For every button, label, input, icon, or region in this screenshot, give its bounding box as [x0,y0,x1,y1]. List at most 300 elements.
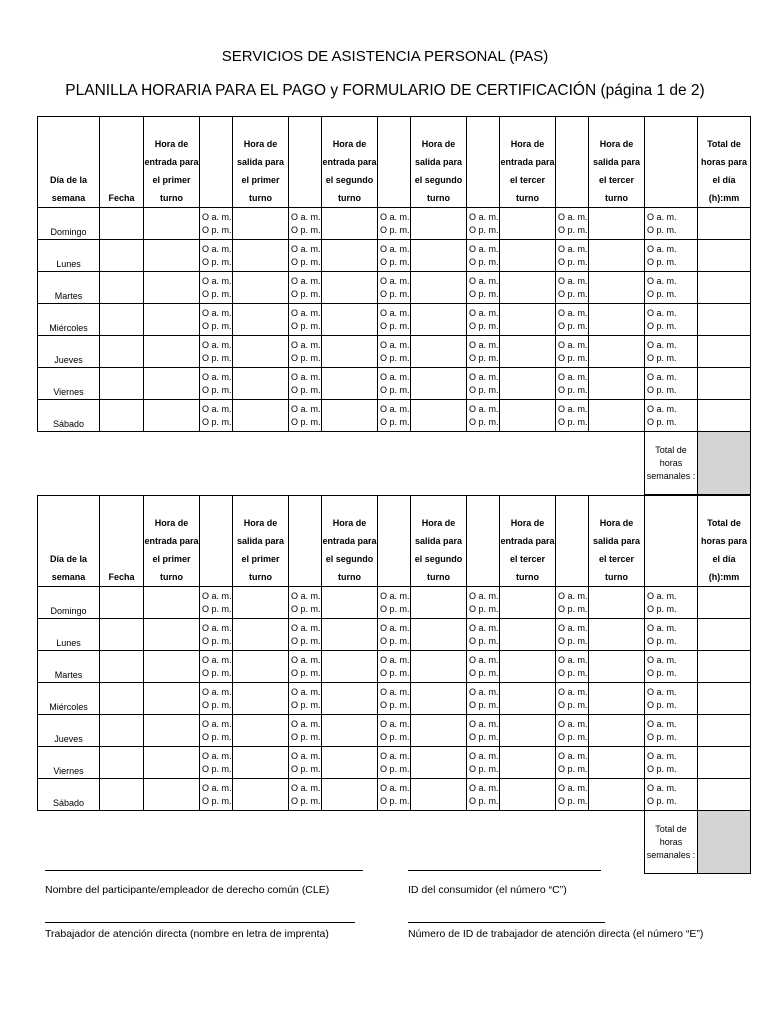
am-option[interactable]: O a. m. [647,750,677,761]
time-field[interactable] [500,400,556,432]
am-option[interactable]: O a. m. [647,590,677,601]
pm-option[interactable]: O p. m. [291,731,321,742]
pm-option[interactable]: O p. m. [291,763,321,774]
ampm-choice[interactable] [378,683,411,715]
am-option[interactable]: O a. m. [380,590,410,601]
time-field[interactable] [411,208,467,240]
am-option[interactable]: O a. m. [469,750,499,761]
time-field[interactable] [144,779,200,811]
pm-option[interactable]: O p. m. [291,288,321,299]
am-option[interactable]: O a. m. [380,686,410,697]
ampm-choice[interactable] [556,272,589,304]
am-option[interactable]: O a. m. [202,403,232,414]
time-field[interactable] [233,272,289,304]
ampm-choice[interactable] [645,336,698,368]
date-field[interactable] [100,779,144,811]
ampm-choice[interactable] [467,272,500,304]
pm-option[interactable]: O p. m. [202,731,232,742]
am-option[interactable]: O a. m. [469,782,499,793]
pm-option[interactable]: O p. m. [291,352,321,363]
ampm-choice[interactable] [467,304,500,336]
ampm-choice[interactable] [467,683,500,715]
am-option[interactable]: O a. m. [202,750,232,761]
time-field[interactable] [589,336,645,368]
time-field[interactable] [411,683,467,715]
ampm-choice[interactable] [467,208,500,240]
pm-option[interactable]: O p. m. [202,699,232,710]
am-option[interactable]: O a. m. [291,686,321,697]
am-option[interactable]: O a. m. [291,211,321,222]
am-option[interactable]: O a. m. [291,654,321,665]
ampm-choice[interactable] [378,304,411,336]
time-field[interactable] [233,368,289,400]
am-option[interactable]: O a. m. [291,782,321,793]
am-option[interactable]: O a. m. [380,403,410,414]
ampm-choice[interactable] [467,715,500,747]
daily-total-field[interactable] [698,651,751,683]
pm-option[interactable]: O p. m. [202,635,232,646]
time-field[interactable] [500,368,556,400]
time-field[interactable] [500,336,556,368]
date-field[interactable] [100,368,144,400]
time-field[interactable] [411,336,467,368]
time-field[interactable] [500,587,556,619]
ampm-choice[interactable] [200,240,233,272]
daily-total-field[interactable] [698,208,751,240]
am-option[interactable]: O a. m. [469,718,499,729]
pm-option[interactable]: O p. m. [647,763,677,774]
ampm-choice[interactable] [467,779,500,811]
am-option[interactable]: O a. m. [380,243,410,254]
ampm-choice[interactable] [467,651,500,683]
am-option[interactable]: O a. m. [647,339,677,350]
am-option[interactable]: O a. m. [202,590,232,601]
ampm-choice[interactable] [289,272,322,304]
pm-option[interactable]: O p. m. [558,416,588,427]
ampm-choice[interactable] [645,240,698,272]
pm-option[interactable]: O p. m. [380,795,410,806]
time-field[interactable] [589,368,645,400]
time-field[interactable] [144,240,200,272]
pm-option[interactable]: O p. m. [558,384,588,395]
pm-option[interactable]: O p. m. [380,667,410,678]
ampm-choice[interactable] [289,400,322,432]
am-option[interactable]: O a. m. [558,782,588,793]
ampm-choice[interactable] [556,400,589,432]
ampm-choice[interactable] [645,683,698,715]
time-field[interactable] [233,715,289,747]
ampm-choice[interactable] [200,336,233,368]
pm-option[interactable]: O p. m. [202,352,232,363]
pm-option[interactable]: O p. m. [558,320,588,331]
am-option[interactable]: O a. m. [291,275,321,286]
time-field[interactable] [322,336,378,368]
pm-option[interactable]: O p. m. [202,256,232,267]
pm-option[interactable]: O p. m. [291,603,321,614]
ampm-choice[interactable] [645,587,698,619]
pm-option[interactable]: O p. m. [647,288,677,299]
ampm-choice[interactable] [378,400,411,432]
ampm-choice[interactable] [289,683,322,715]
ampm-choice[interactable] [289,779,322,811]
ampm-choice[interactable] [556,336,589,368]
ampm-choice[interactable] [467,619,500,651]
am-option[interactable]: O a. m. [647,211,677,222]
am-option[interactable]: O a. m. [469,243,499,254]
pm-option[interactable]: O p. m. [558,224,588,235]
ampm-choice[interactable] [289,208,322,240]
ampm-choice[interactable] [200,400,233,432]
time-field[interactable] [500,619,556,651]
time-field[interactable] [411,779,467,811]
pm-option[interactable]: O p. m. [647,667,677,678]
am-option[interactable]: O a. m. [380,339,410,350]
daily-total-field[interactable] [698,304,751,336]
am-option[interactable]: O a. m. [558,622,588,633]
date-field[interactable] [100,587,144,619]
pm-option[interactable]: O p. m. [380,224,410,235]
time-field[interactable] [589,651,645,683]
ampm-choice[interactable] [289,304,322,336]
pm-option[interactable]: O p. m. [380,699,410,710]
am-option[interactable]: O a. m. [380,275,410,286]
am-option[interactable]: O a. m. [647,307,677,318]
pm-option[interactable]: O p. m. [291,795,321,806]
time-field[interactable] [500,683,556,715]
date-field[interactable] [100,715,144,747]
pm-option[interactable]: O p. m. [202,763,232,774]
ampm-choice[interactable] [556,304,589,336]
pm-option[interactable]: O p. m. [647,224,677,235]
time-field[interactable] [144,587,200,619]
daily-total-field[interactable] [698,587,751,619]
date-field[interactable] [100,400,144,432]
am-option[interactable]: O a. m. [558,211,588,222]
date-field[interactable] [100,336,144,368]
time-field[interactable] [411,368,467,400]
ampm-choice[interactable] [378,779,411,811]
am-option[interactable]: O a. m. [558,307,588,318]
am-option[interactable]: O a. m. [469,654,499,665]
time-field[interactable] [144,683,200,715]
ampm-choice[interactable] [645,304,698,336]
pm-option[interactable]: O p. m. [291,699,321,710]
date-field[interactable] [100,272,144,304]
am-option[interactable]: O a. m. [202,339,232,350]
ampm-choice[interactable] [467,240,500,272]
am-option[interactable]: O a. m. [380,750,410,761]
am-option[interactable]: O a. m. [558,243,588,254]
am-option[interactable]: O a. m. [291,339,321,350]
time-field[interactable] [411,651,467,683]
time-field[interactable] [233,587,289,619]
pm-option[interactable]: O p. m. [380,288,410,299]
pm-option[interactable]: O p. m. [469,603,499,614]
pm-option[interactable]: O p. m. [558,763,588,774]
am-option[interactable]: O a. m. [202,243,232,254]
time-field[interactable] [500,747,556,779]
ampm-choice[interactable] [289,619,322,651]
ampm-choice[interactable] [467,400,500,432]
ampm-choice[interactable] [200,304,233,336]
pm-option[interactable]: O p. m. [558,635,588,646]
pm-option[interactable]: O p. m. [469,384,499,395]
am-option[interactable]: O a. m. [647,275,677,286]
pm-option[interactable]: O p. m. [202,384,232,395]
time-field[interactable] [322,619,378,651]
ampm-choice[interactable] [378,747,411,779]
am-option[interactable]: O a. m. [558,686,588,697]
pm-option[interactable]: O p. m. [558,731,588,742]
pm-option[interactable]: O p. m. [647,795,677,806]
ampm-choice[interactable] [200,619,233,651]
daily-total-field[interactable] [698,683,751,715]
am-option[interactable]: O a. m. [291,590,321,601]
am-option[interactable]: O a. m. [202,686,232,697]
pm-option[interactable]: O p. m. [202,224,232,235]
date-field[interactable] [100,240,144,272]
time-field[interactable] [411,304,467,336]
time-field[interactable] [589,240,645,272]
am-option[interactable]: O a. m. [202,718,232,729]
am-option[interactable]: O a. m. [647,371,677,382]
pm-option[interactable]: O p. m. [291,635,321,646]
ampm-choice[interactable] [378,651,411,683]
am-option[interactable]: O a. m. [558,590,588,601]
time-field[interactable] [322,304,378,336]
time-field[interactable] [233,304,289,336]
daily-total-field[interactable] [698,400,751,432]
pm-option[interactable]: O p. m. [647,699,677,710]
ampm-choice[interactable] [645,619,698,651]
pm-option[interactable]: O p. m. [647,384,677,395]
am-option[interactable]: O a. m. [380,211,410,222]
time-field[interactable] [322,651,378,683]
pm-option[interactable]: O p. m. [380,416,410,427]
time-field[interactable] [500,651,556,683]
am-option[interactable]: O a. m. [647,622,677,633]
pm-option[interactable]: O p. m. [647,320,677,331]
pm-option[interactable]: O p. m. [469,635,499,646]
ampm-choice[interactable] [467,587,500,619]
am-option[interactable]: O a. m. [469,339,499,350]
pm-option[interactable]: O p. m. [558,288,588,299]
pm-option[interactable]: O p. m. [647,635,677,646]
pm-option[interactable]: O p. m. [647,416,677,427]
pm-option[interactable]: O p. m. [469,320,499,331]
time-field[interactable] [411,747,467,779]
ampm-choice[interactable] [645,715,698,747]
daily-total-field[interactable] [698,779,751,811]
time-field[interactable] [322,400,378,432]
time-field[interactable] [411,587,467,619]
pm-option[interactable]: O p. m. [380,731,410,742]
ampm-choice[interactable] [289,747,322,779]
am-option[interactable]: O a. m. [380,622,410,633]
time-field[interactable] [144,208,200,240]
am-option[interactable]: O a. m. [647,243,677,254]
pm-option[interactable]: O p. m. [558,603,588,614]
ampm-choice[interactable] [645,779,698,811]
pm-option[interactable]: O p. m. [202,667,232,678]
ampm-choice[interactable] [378,336,411,368]
pm-option[interactable]: O p. m. [469,256,499,267]
ampm-choice[interactable] [556,683,589,715]
am-option[interactable]: O a. m. [202,782,232,793]
pm-option[interactable]: O p. m. [647,256,677,267]
pm-option[interactable]: O p. m. [380,763,410,774]
pm-option[interactable]: O p. m. [469,795,499,806]
time-field[interactable] [500,779,556,811]
time-field[interactable] [411,272,467,304]
time-field[interactable] [500,272,556,304]
pm-option[interactable]: O p. m. [558,256,588,267]
pm-option[interactable]: O p. m. [380,635,410,646]
pm-option[interactable]: O p. m. [647,731,677,742]
ampm-choice[interactable] [556,208,589,240]
ampm-choice[interactable] [200,651,233,683]
pm-option[interactable]: O p. m. [647,603,677,614]
pm-option[interactable]: O p. m. [469,416,499,427]
pm-option[interactable]: O p. m. [558,667,588,678]
am-option[interactable]: O a. m. [291,750,321,761]
ampm-choice[interactable] [200,683,233,715]
am-option[interactable]: O a. m. [380,371,410,382]
pm-option[interactable]: O p. m. [291,256,321,267]
pm-option[interactable]: O p. m. [202,320,232,331]
time-field[interactable] [233,240,289,272]
am-option[interactable]: O a. m. [647,782,677,793]
pm-option[interactable]: O p. m. [291,667,321,678]
time-field[interactable] [322,587,378,619]
weekly-total-field[interactable] [698,811,751,874]
daily-total-field[interactable] [698,368,751,400]
pm-option[interactable]: O p. m. [291,224,321,235]
am-option[interactable]: O a. m. [291,371,321,382]
ampm-choice[interactable] [378,715,411,747]
pm-option[interactable]: O p. m. [469,224,499,235]
am-option[interactable]: O a. m. [202,211,232,222]
am-option[interactable]: O a. m. [558,750,588,761]
ampm-choice[interactable] [556,651,589,683]
date-field[interactable] [100,651,144,683]
ampm-choice[interactable] [200,368,233,400]
pm-option[interactable]: O p. m. [647,352,677,363]
time-field[interactable] [144,336,200,368]
time-field[interactable] [233,208,289,240]
am-option[interactable]: O a. m. [469,371,499,382]
ampm-choice[interactable] [289,336,322,368]
time-field[interactable] [144,272,200,304]
ampm-choice[interactable] [645,400,698,432]
time-field[interactable] [589,272,645,304]
pm-option[interactable]: O p. m. [558,795,588,806]
am-option[interactable]: O a. m. [291,622,321,633]
am-option[interactable]: O a. m. [558,718,588,729]
time-field[interactable] [233,400,289,432]
pm-option[interactable]: O p. m. [469,667,499,678]
am-option[interactable]: O a. m. [202,275,232,286]
time-field[interactable] [322,683,378,715]
am-option[interactable]: O a. m. [647,403,677,414]
time-field[interactable] [500,715,556,747]
time-field[interactable] [589,747,645,779]
ampm-choice[interactable] [200,208,233,240]
ampm-choice[interactable] [645,272,698,304]
am-option[interactable]: O a. m. [558,403,588,414]
time-field[interactable] [144,368,200,400]
am-option[interactable]: O a. m. [558,275,588,286]
time-field[interactable] [144,747,200,779]
am-option[interactable]: O a. m. [380,654,410,665]
ampm-choice[interactable] [200,779,233,811]
ampm-choice[interactable] [200,747,233,779]
time-field[interactable] [322,240,378,272]
time-field[interactable] [233,779,289,811]
pm-option[interactable]: O p. m. [291,416,321,427]
ampm-choice[interactable] [378,208,411,240]
daily-total-field[interactable] [698,240,751,272]
time-field[interactable] [589,587,645,619]
pm-option[interactable]: O p. m. [380,320,410,331]
pm-option[interactable]: O p. m. [202,416,232,427]
ampm-choice[interactable] [556,779,589,811]
time-field[interactable] [322,272,378,304]
ampm-choice[interactable] [645,208,698,240]
time-field[interactable] [144,651,200,683]
time-field[interactable] [411,715,467,747]
pm-option[interactable]: O p. m. [202,603,232,614]
time-field[interactable] [233,651,289,683]
ampm-choice[interactable] [645,368,698,400]
time-field[interactable] [411,619,467,651]
ampm-choice[interactable] [467,747,500,779]
pm-option[interactable]: O p. m. [291,384,321,395]
am-option[interactable]: O a. m. [202,654,232,665]
ampm-choice[interactable] [556,587,589,619]
time-field[interactable] [233,683,289,715]
time-field[interactable] [500,208,556,240]
am-option[interactable]: O a. m. [558,654,588,665]
ampm-choice[interactable] [556,619,589,651]
am-option[interactable]: O a. m. [469,590,499,601]
am-option[interactable]: O a. m. [469,275,499,286]
ampm-choice[interactable] [200,272,233,304]
time-field[interactable] [589,400,645,432]
am-option[interactable]: O a. m. [291,718,321,729]
ampm-choice[interactable] [289,240,322,272]
date-field[interactable] [100,304,144,336]
am-option[interactable]: O a. m. [469,686,499,697]
time-field[interactable] [233,336,289,368]
time-field[interactable] [144,304,200,336]
time-field[interactable] [411,400,467,432]
daily-total-field[interactable] [698,715,751,747]
ampm-choice[interactable] [556,747,589,779]
time-field[interactable] [589,304,645,336]
am-option[interactable]: O a. m. [380,307,410,318]
pm-option[interactable]: O p. m. [380,603,410,614]
am-option[interactable]: O a. m. [469,307,499,318]
ampm-choice[interactable] [289,368,322,400]
am-option[interactable]: O a. m. [380,718,410,729]
ampm-choice[interactable] [556,368,589,400]
date-field[interactable] [100,747,144,779]
ampm-choice[interactable] [289,587,322,619]
am-option[interactable]: O a. m. [202,371,232,382]
am-option[interactable]: O a. m. [380,782,410,793]
daily-total-field[interactable] [698,747,751,779]
